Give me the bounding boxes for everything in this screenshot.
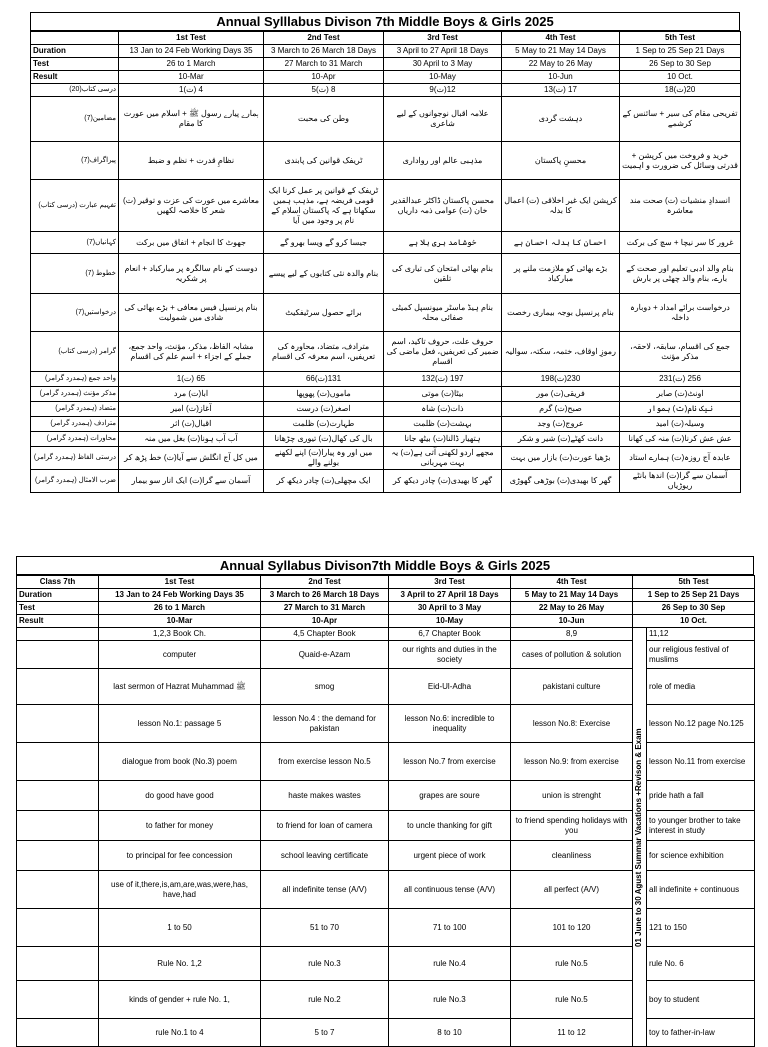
table-cell: lesson No.7 from exercise: [389, 743, 511, 781]
table-cell: 17 (ت)13: [502, 84, 620, 97]
table-cell: lesson No.6: incredible to inequality: [389, 705, 511, 743]
english-table-title: Annual Syllabus Divison7th Middle Boys & Girls 2025: [16, 556, 754, 575]
table-row: [31, 332, 741, 372]
table-cell: for science exhibition: [647, 841, 755, 871]
table-cell: rule No.4: [389, 947, 511, 981]
table-cell: تفریحی مقام کی سیر + سائنس کے کرشمے: [620, 97, 741, 142]
table-cell: ہمارے پیارے رسول ﷺ + اسلام میں عورت کا مقام: [119, 97, 264, 142]
row-label: [17, 743, 99, 781]
table-cell: 10-Apr: [264, 71, 384, 84]
row-label: مترادف (ہمدرد گرامر): [31, 417, 119, 432]
table-cell: 26 Sep to 30 Sep: [620, 58, 741, 71]
table-cell: جیسا کرو گے ویسا بھرو گے: [264, 232, 384, 254]
table-cell: میں اور وہ پیارا(ت) اپنے لکھنے بولنے والے: [264, 447, 384, 470]
table-cell: from exercise lesson No.5: [261, 743, 389, 781]
table-row: [31, 417, 741, 432]
table-cell: 1,2,3 Book Ch.: [99, 628, 261, 641]
table-cell: صبح(ت) گرم: [502, 402, 620, 417]
table-cell: اقبال(ت) اثر: [119, 417, 264, 432]
table-cell: بال کی کھال(ت) تیوری چڑھانا: [264, 432, 384, 447]
header-row: [17, 576, 755, 589]
column-header: 1st Test: [99, 576, 261, 589]
table-cell: مترادف، متضاد، محاورہ کی تعریفیں، اسم معرفہ کی اقسام: [264, 332, 384, 372]
row-label: [17, 811, 99, 841]
table-cell: 26 to 1 March: [99, 602, 261, 615]
row-label: پیراگراف(7): [31, 142, 119, 180]
table-cell: بنام بھائی امتحان کی تیاری کی تلقین: [384, 254, 502, 294]
table-cell: to friend for loan of camera: [261, 811, 389, 841]
table-cell: haste makes wastes: [261, 781, 389, 811]
table-cell: برائے حصول سرٹیفکیٹ: [264, 294, 384, 332]
table-cell: 51 to 70: [261, 909, 389, 947]
table-cell: 30 April to 3 May: [384, 58, 502, 71]
table-cell: حروف علت، حروف تاکید، اسم ضمیر کی تعریفیں، فعل ماضی کی اقسام: [384, 332, 502, 372]
table-cell: 101 to 120: [511, 909, 633, 947]
column-header: 2nd Test: [264, 32, 384, 45]
table-cell: ٹریفک کے قوانین پر عمل کرنا ایک قومی فریضہ ہے، مذہب ہمیں سکھاتا ہے کہ پاکستان اسلام کے نام پر وجود میں آیا: [264, 180, 384, 232]
table-cell: grapes are soure: [389, 781, 511, 811]
table-cell: آغاز(ت) امیر: [119, 402, 264, 417]
table-cell: 8 (ت)5: [264, 84, 384, 97]
column-header: 3rd Test: [384, 32, 502, 45]
table-row: [31, 447, 741, 470]
table-cell: all continuous tense (A/V): [389, 871, 511, 909]
table-cell: خرید و فروخت میں کرپشن + قدرتی وسائل کی ضرورت و اہمیت: [620, 142, 741, 180]
info-row: [17, 589, 755, 602]
column-header: Class 7th: [17, 576, 99, 589]
row-label: مضامین(7): [31, 97, 119, 142]
table-cell: 3 April to 27 April 18 Days: [384, 45, 502, 58]
table-cell: 3 April to 27 April 18 Days: [389, 589, 511, 602]
table-cell: 13 Jan to 24 Feb Working Days 35: [99, 589, 261, 602]
table-cell: Eid-Ul-Adha: [389, 669, 511, 705]
table-cell: rule No.3: [389, 981, 511, 1019]
table-cell: 10 Oct.: [620, 71, 741, 84]
table-cell: 4 (ت)1: [119, 84, 264, 97]
info-row: [31, 71, 741, 84]
table-cell: غرور کا سر نیچا + سچ کی برکت: [620, 232, 741, 254]
table-cell: to principal for fee concession: [99, 841, 261, 871]
table-cell: محسنِ پاکستان: [502, 142, 620, 180]
table-cell: 6,7 Chapter Book: [389, 628, 511, 641]
table-cell: our religious festival of muslims: [647, 641, 755, 669]
table-cell: 1 Sep to 25 Sep 21 Days: [620, 45, 741, 58]
table-cell: 5 May to 21 May 14 Days: [511, 589, 633, 602]
row-label: [17, 909, 99, 947]
table-cell: ابا(ت) مرد: [119, 387, 264, 402]
table-cell: 13 Jan to 24 Feb Working Days 35: [119, 45, 264, 58]
table-cell: to uncle thanking for gift: [389, 811, 511, 841]
table-cell: dialogue from book (No.3) poem: [99, 743, 261, 781]
table-cell: 27 March to 31 March: [264, 58, 384, 71]
table-cell: بنام والد ادبی تعلیم اور صحت کے بارے، بنام والد چھٹی پر بارش: [620, 254, 741, 294]
table-cell: معاشرے میں عورت کی عزت و توقیر (ت) شعر کا خلاصہ لکھیں: [119, 180, 264, 232]
table-cell: گھر کا بھیدی(ت) بوڑھی گھوڑی: [502, 470, 620, 493]
table-cell: اونٹ(ت) صابر: [620, 387, 741, 402]
table-cell: lesson No.8: Exercise: [511, 705, 633, 743]
table-cell: عابدہ آج روزہ(ت) ہمارے استاد: [620, 447, 741, 470]
table-cell: بڑے بھائی کو ملازمت ملنے پر مبارکباد: [502, 254, 620, 294]
row-label: [17, 841, 99, 871]
table-cell: to father for money: [99, 811, 261, 841]
table-cell: 10-Jun: [511, 615, 633, 628]
table-cell: اصغر(ت) درست: [264, 402, 384, 417]
table-cell: 1 Sep to 25 Sep 21 Days: [633, 589, 755, 602]
table-cell: وسیلہ(ت) امید: [620, 417, 741, 432]
row-label: کہانیاں(7): [31, 232, 119, 254]
table-cell: بنام پرنسپل فیس معافی + بڑے بھائی کی شادی میں شمولیت: [119, 294, 264, 332]
table-cell: رموزِ اوقاف، ختمہ، سکتہ، سوالیہ: [502, 332, 620, 372]
table-cell: محسن پاکستان ڈاکٹر عبدالقدیر خان (ت) عوامی ذمہ داریاں: [384, 180, 502, 232]
table-cell: انسدادِ منشیات (ت) صحت مند معاشرہ: [620, 180, 741, 232]
table-cell: rule No. 6: [647, 947, 755, 981]
table-cell: بہشت(ت) ظلمت: [384, 417, 502, 432]
table-cell: عش عش کرنا(ت) منہ کی کھانا: [620, 432, 741, 447]
table-row: [31, 470, 741, 493]
table-cell: Rule No. 1,2: [99, 947, 261, 981]
column-header: [31, 32, 119, 45]
table-cell: آسمان سے گرا(ت) اندھا بانٹے ریوڑیاں: [620, 470, 741, 493]
row-label: [17, 628, 99, 641]
table-cell: 230(ت)198: [502, 372, 620, 387]
table-cell: 5 May to 21 May 14 Days: [502, 45, 620, 58]
row-label: [17, 947, 99, 981]
table-cell: 10 Oct.: [633, 615, 755, 628]
table-cell: احسان کا بدلہ احسان ہے: [502, 232, 620, 254]
table-cell: pakistani culture: [511, 669, 633, 705]
table-cell: 8 to 10: [389, 1019, 511, 1047]
row-label: Duration: [17, 589, 99, 602]
table-cell: to younger brother to take interest in study: [647, 811, 755, 841]
table-cell: ایک مچھلی(ت) چادر دیکھ کر: [264, 470, 384, 493]
table-cell: بنام ہیڈ ماسٹر میونسپل کمیٹی صفائی محلہ: [384, 294, 502, 332]
table-row: [31, 294, 741, 332]
table-cell: ذات(ت) شاہ: [384, 402, 502, 417]
row-label: درخواستیں(7): [31, 294, 119, 332]
table-cell: do good have good: [99, 781, 261, 811]
table-cell: بیٹا(ت) موتی: [384, 387, 502, 402]
row-label: [17, 705, 99, 743]
table-cell: school leaving certificate: [261, 841, 389, 871]
table-cell: smog: [261, 669, 389, 705]
table-cell: pride hath a fall: [647, 781, 755, 811]
table-cell: 3 March to 26 March 18 Days: [261, 589, 389, 602]
table-row: [31, 142, 741, 180]
column-header: 4th Test: [502, 32, 620, 45]
info-row: [31, 58, 741, 71]
table-cell: rule No.1 to 4: [99, 1019, 261, 1047]
table-cell: نیک نام(ت) ہموار: [620, 402, 741, 417]
table-cell: Quaid-e-Azam: [261, 641, 389, 669]
row-label: [17, 781, 99, 811]
table-row: [31, 387, 741, 402]
column-header: 2nd Test: [261, 576, 389, 589]
table-cell: 26 Sep to 30 Sep: [633, 602, 755, 615]
row-label: Test: [31, 58, 119, 71]
row-label: محاورات (ہمدرد گرامر): [31, 432, 119, 447]
row-label: [17, 981, 99, 1019]
row-label: [17, 669, 99, 705]
table-cell: lesson No.12 page No.125: [647, 705, 755, 743]
table-cell: lesson No.9: from exercise: [511, 743, 633, 781]
info-row: [17, 615, 755, 628]
english-syllabus-table: [16, 556, 754, 1047]
table-cell: last sermon of Hazrat Muhammad ﷺ: [99, 669, 261, 705]
table-cell: فریقی(ت) مور: [502, 387, 620, 402]
table-cell: دہشت گردی: [502, 97, 620, 142]
row-label: مذکر مؤنث (ہمدرد گرامر): [31, 387, 119, 402]
table-cell: all perfect (A/V): [511, 871, 633, 909]
table-cell: ماموں(ت) پھوپھا: [264, 387, 384, 402]
table-cell: 22 May to 26 May: [511, 602, 633, 615]
table-cell: computer: [99, 641, 261, 669]
table-cell: 4,5 Chapter Book: [261, 628, 389, 641]
row-label: Duration: [31, 45, 119, 58]
table-cell: 10-Jun: [502, 71, 620, 84]
urdu-table-grid: [30, 31, 741, 493]
row-label: درستی الفاظ (ہمدرد گرامر): [31, 447, 119, 470]
table-cell: 10-May: [389, 615, 511, 628]
table-cell: درخواست برائے امداد + دوبارہ داخلہ: [620, 294, 741, 332]
row-label: [17, 871, 99, 909]
table-cell: 197 (ت)132: [384, 372, 502, 387]
row-label: Result: [17, 615, 99, 628]
table-cell: kinds of gender + rule No. 1,: [99, 981, 261, 1019]
table-cell: cleanliness: [511, 841, 633, 871]
table-cell: 22 May to 26 May: [502, 58, 620, 71]
row-label: واحد جمع (ہمدرد گرامر): [31, 372, 119, 387]
table-cell: دوست کے نام سالگرہ پر مبارکباد + انعام پر شکریہ: [119, 254, 264, 294]
table-cell: urgent piece of work: [389, 841, 511, 871]
table-cell: جمع کی اقسام، سابقہ، لاحقہ، مذکر مؤنث: [620, 332, 741, 372]
table-cell: 10-Apr: [261, 615, 389, 628]
table-row: [31, 84, 741, 97]
table-cell: عروج(ت) وجد: [502, 417, 620, 432]
table-cell: role of media: [647, 669, 755, 705]
table-cell: to friend spending holidays with you: [511, 811, 633, 841]
table-row: [31, 254, 741, 294]
table-cell: lesson No.11 from exercise: [647, 743, 755, 781]
urdu-syllabus-table: [30, 12, 740, 493]
table-cell: میں کل آج انگلش سے آیا(ت) خط پڑھ کر: [119, 447, 264, 470]
header-row: [31, 32, 741, 45]
table-cell: ہتھیار ڈالنا(ت) بیٹھ جانا: [384, 432, 502, 447]
urdu-table-title: Annual Sylllabus Divison 7th Middle Boys & Girls 2025: [30, 12, 740, 31]
table-cell: مذہبی عالم اور رواداری: [384, 142, 502, 180]
table-cell: آسمان سے گرا(ت) ایک انار سو بیمار: [119, 470, 264, 493]
table-cell: use of it,there,is,am,are,was,were,has, have,had: [99, 871, 261, 909]
column-header: 3rd Test: [389, 576, 511, 589]
table-cell: جھوٹ کا انجام + اتفاق میں برکت: [119, 232, 264, 254]
table-cell: کرپشن ایک غیر اخلاقی (ت) اعمال کا بدلہ: [502, 180, 620, 232]
row-label: گرامر (درسی کتاب): [31, 332, 119, 372]
table-cell: rule No.2: [261, 981, 389, 1019]
table-row: [31, 372, 741, 387]
table-cell: بڑھیا عورت(ت) بازار میں بہت: [502, 447, 620, 470]
table-cell: نظامِ قدرت + نظم و ضبط: [119, 142, 264, 180]
table-row: [31, 432, 741, 447]
table-cell: دانت کھٹے(ت) شیر و شکر: [502, 432, 620, 447]
table-row: [31, 180, 741, 232]
table-cell: our rights and duties in the society: [389, 641, 511, 669]
row-label: [17, 641, 99, 669]
table-row: [31, 232, 741, 254]
table-row: [31, 402, 741, 417]
table-cell: 20(ت)18: [620, 84, 741, 97]
table-cell: all indefinite tense (A/V): [261, 871, 389, 909]
table-cell: 10-May: [384, 71, 502, 84]
row-label: خطوط (7): [31, 254, 119, 294]
table-cell: خوشامد بری بلا ہے: [384, 232, 502, 254]
table-cell: union is strenght: [511, 781, 633, 811]
table-cell: 1 to 50: [99, 909, 261, 947]
row-label: درسی کتاب(20): [31, 84, 119, 97]
column-header: 5th Test: [620, 32, 741, 45]
row-label: Test: [17, 602, 99, 615]
table-cell: مشابہ الفاظ، مذکر، مؤنث، واحد جمع، جملے کے اجزاء + اسم علم کی اقسام: [119, 332, 264, 372]
row-label: متضاد (ہمدرد گرامر): [31, 402, 119, 417]
column-header: 1st Test: [119, 32, 264, 45]
table-cell: بنام والدہ نئی کتابوں کے لیے پیسے: [264, 254, 384, 294]
vacation-label: 01 June to 30 Agust Summar Vacations +Revison & Exam: [633, 727, 643, 947]
table-cell: 11,12: [647, 628, 755, 641]
table-cell: 71 to 100: [389, 909, 511, 947]
table-cell: cases of pollution & solution: [511, 641, 633, 669]
column-header: 4th Test: [511, 576, 633, 589]
table-cell: 65 (ت)1: [119, 372, 264, 387]
table-cell: علامہ اقبال نوجوانوں کے لیے شاعری: [384, 97, 502, 142]
table-cell: وطن کی محبت: [264, 97, 384, 142]
table-cell: toy to father-in-law: [647, 1019, 755, 1047]
table-cell: rule No.5: [511, 947, 633, 981]
table-cell: rule No.3: [261, 947, 389, 981]
table-cell: 121 to 150: [647, 909, 755, 947]
table-cell: 26 to 1 March: [119, 58, 264, 71]
table-cell: all indefinite + continuous: [647, 871, 755, 909]
table-cell: طہارت(ت) ظلمت: [264, 417, 384, 432]
table-cell: lesson No.1: passage 5: [99, 705, 261, 743]
table-cell: lesson No.4 : the demand for pakistan: [261, 705, 389, 743]
table-cell: گھر کا بھیدی(ت) چادر دیکھ کر: [384, 470, 502, 493]
info-row: [17, 602, 755, 615]
table-cell: مجھے اردو لکھنی آتی ہے(ت) یہ بہت مہربانی: [384, 447, 502, 470]
info-row: [31, 45, 741, 58]
table-row: [31, 97, 741, 142]
row-label: ضرب الامثال (ہمدرد گرامر): [31, 470, 119, 493]
table-cell: 131(ت)66: [264, 372, 384, 387]
table-cell: boy to student: [647, 981, 755, 1019]
table-cell: 10-Mar: [99, 615, 261, 628]
table-cell: 3 March to 26 March 18 Days: [264, 45, 384, 58]
table-cell: 12(ت)9: [384, 84, 502, 97]
table-cell: 10-Mar: [119, 71, 264, 84]
table-cell: 256 (ت)231: [620, 372, 741, 387]
table-cell: 27 March to 31 March: [261, 602, 389, 615]
table-cell: بنام پرنسپل بوجہ بیماری رخصت: [502, 294, 620, 332]
row-label: تفہیم عبارت (درسی کتاب): [31, 180, 119, 232]
table-cell: 8,9: [511, 628, 633, 641]
row-label: [17, 1019, 99, 1047]
table-cell: rule No.5: [511, 981, 633, 1019]
table-cell: آب آب ہونا(ت) بغل میں منہ: [119, 432, 264, 447]
column-header: 5th Test: [633, 576, 755, 589]
row-label: Result: [31, 71, 119, 84]
table-cell: 30 April to 3 May: [389, 602, 511, 615]
table-cell: 11 to 12: [511, 1019, 633, 1047]
table-cell: 5 to 7: [261, 1019, 389, 1047]
table-cell: ٹریفک قوانین کی پابندی: [264, 142, 384, 180]
